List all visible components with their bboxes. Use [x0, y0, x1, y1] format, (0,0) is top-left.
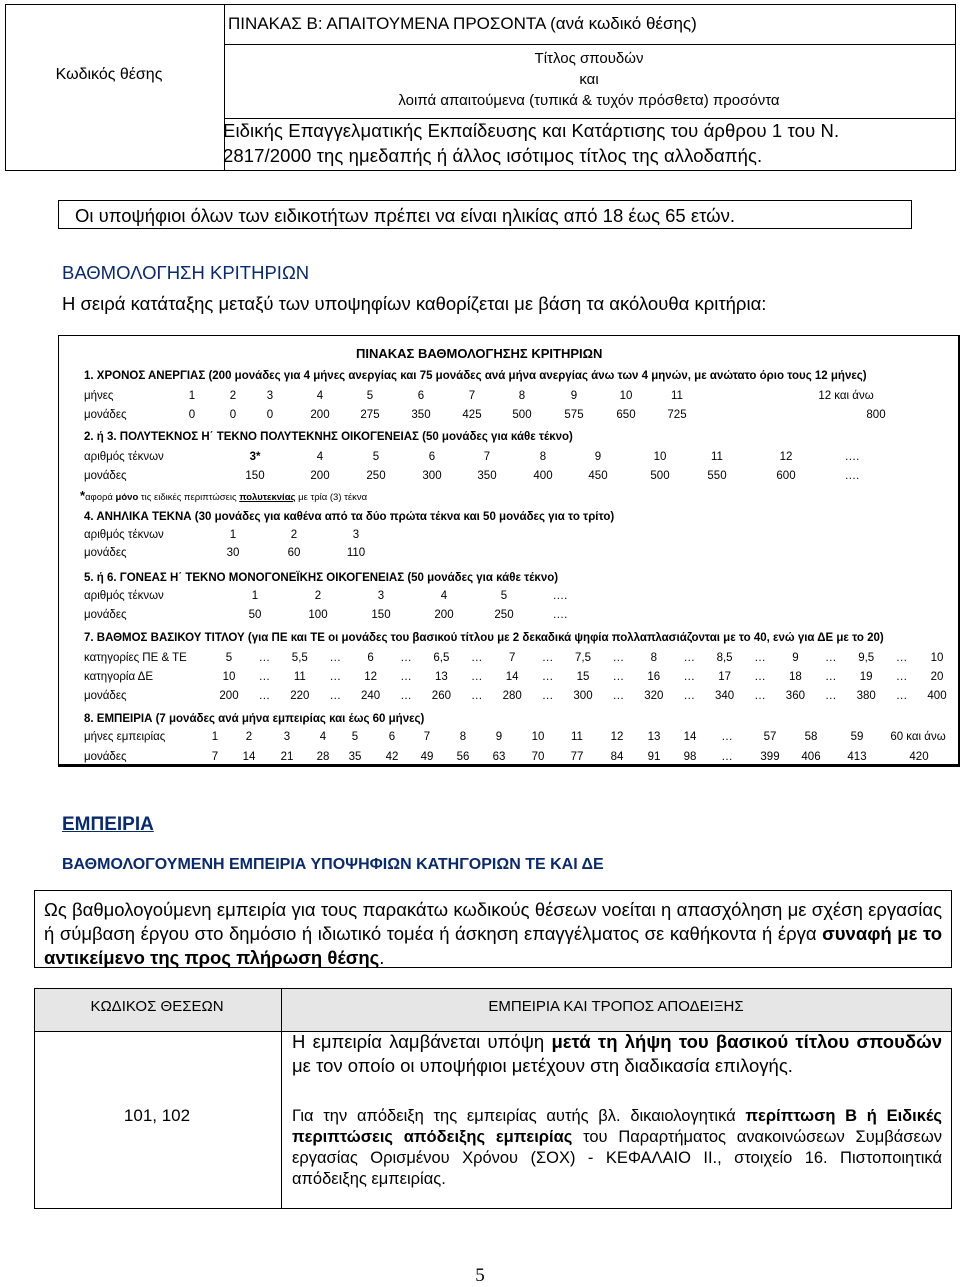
criterion-1-title: 1. ΧΡΟΝΟΣ ΑΝΕΡΓΙΑΣ (200 μονάδες για 4 μήνες ανεργίας και 75 μονάδες ανά μήνα ανεργίας άνω των 4 μηνών, με ανώτατο όριο τους 12 μήνες) — [84, 370, 867, 382]
score-cell: 84 — [610, 751, 624, 763]
age-note: Οι υποψήφιοι όλων των ειδικοτήτων πρέπει να είναι ηλικίας από 18 έως 65 ετών. — [58, 200, 912, 229]
score-cell: 42 — [385, 751, 399, 763]
score-cell: … — [541, 690, 554, 702]
experience-heading: ΕΜΠΕΙΡΙΑ — [62, 814, 154, 835]
score-cell: 13 — [434, 671, 448, 683]
score-cell: 200 — [434, 609, 454, 621]
score-cell: … — [400, 671, 412, 683]
score-cell: 300 — [573, 690, 593, 702]
score-cell: 7 — [211, 751, 219, 763]
score-cell: 550 — [707, 470, 727, 482]
score-cell: 3 — [352, 529, 360, 541]
score-cell: 14 — [242, 751, 256, 763]
score-cell: … — [400, 652, 412, 664]
score-cell: 5 — [351, 731, 359, 743]
score-cell: 8 — [650, 652, 657, 664]
score-cell: 400 — [533, 470, 553, 482]
score-cell: 10 — [619, 390, 633, 402]
score-cell: 100 — [308, 609, 328, 621]
score-cell: 275 — [360, 409, 380, 421]
score-cell: 14 — [683, 731, 697, 743]
score-cell: 7 — [508, 652, 516, 664]
score-cell: 11 — [571, 731, 583, 743]
score-cell: … — [400, 690, 412, 702]
score-cell: 240 — [361, 690, 381, 702]
score-cell: 3* — [249, 451, 261, 463]
score-cell: 340 — [715, 690, 735, 702]
score-cell: 11 — [671, 390, 683, 402]
criterion-7-label-de: κατηγορία ΔΕ — [84, 671, 153, 683]
score-cell: … — [683, 652, 695, 664]
score-cell: … — [329, 671, 341, 683]
score-cell: 150 — [371, 609, 391, 621]
score-cell: 63 — [492, 751, 506, 763]
score-cell: … — [721, 751, 733, 763]
score-cell: 9 — [792, 652, 799, 664]
score-cell: 5,5 — [291, 652, 308, 664]
experience-proof-text: Για την απόδειξη της εμπειρίας αυτής βλ. δικαιολογητικά περίπτωση Β ή Ειδικές περιπτώσεις απόδειξης εμπειρίας του Παραρτήματος ανακοινώσεων Συμβάσεων εργασίας Ορισμένου Χρόνου (ΣΟΧ) - ΚΕΦΑΛΑΙΟ ΙΙ., στοιχείο 16. Πιστοποιητικά απόδειξης εμπειρίας. — [292, 1107, 942, 1188]
score-cell: 7,5 — [575, 652, 591, 664]
score-cell: 725 — [667, 409, 687, 421]
score-cell: 17 — [718, 671, 731, 683]
score-cell: 30 — [226, 547, 240, 559]
score-cell: 110 — [346, 547, 366, 559]
score-cell: 18 — [788, 671, 802, 683]
score-cell: 10 — [531, 731, 545, 743]
score-cell: 12 — [364, 671, 377, 683]
score-cell: 91 — [647, 751, 661, 763]
score-cell: 2 — [229, 390, 237, 402]
criterion-5-label-points: μονάδες — [84, 609, 127, 621]
score-cell: … — [683, 671, 695, 683]
score-cell: 406 — [801, 751, 821, 763]
score-cell: 13 — [647, 731, 661, 743]
score-cell: 12 και άνω — [818, 390, 874, 402]
scoring-title: ΠΙΝΑΚΑΣ ΒΑΘΜΟΛΟΓΗΣΗΣ ΚΡΙΤΗΡΙΩΝ — [356, 346, 603, 361]
score-cell: 300 — [422, 470, 442, 482]
score-cell: 9 — [594, 451, 602, 463]
score-cell: 200 — [310, 409, 330, 421]
score-cell: 16 — [647, 671, 661, 683]
score-cell: 1 — [229, 529, 237, 541]
criterion-2-label-children: αριθμός τέκνων — [84, 451, 164, 463]
score-cell: 200 — [310, 470, 330, 482]
score-cell: 8 — [459, 731, 467, 743]
qualifications-header: Τίτλος σπουδών και λοιπά απαιτούμενα (τυπικά & τυχόν πρόσθετα) προσόντα — [398, 50, 780, 109]
score-cell: … — [258, 671, 271, 683]
score-cell: 60 και άνω — [890, 731, 946, 743]
position-codes-value: 101, 102 — [123, 1106, 191, 1125]
table-b-title: ΠΙΝΑΚΑΣ Β: ΑΠΑΙΤΟΥΜΕΝΑ ΠΡΟΣΟΝΤΑ (ανά κωδικό θέσης) — [228, 14, 697, 33]
score-cell: 35 — [348, 751, 362, 763]
score-cell: 280 — [502, 690, 522, 702]
score-cell: 5 — [366, 390, 374, 402]
score-cell: 20 — [930, 671, 944, 683]
score-cell: 11 — [293, 671, 306, 683]
criteria-intro: Η σειρά κατάταξης μεταξύ των υποψηφίων καθορίζεται με βάση τα ακόλουθα κριτήρια: — [62, 293, 767, 314]
score-cell: 600 — [776, 470, 796, 482]
score-cell: 59 — [850, 731, 864, 743]
score-cell: 6 — [417, 390, 425, 402]
score-cell: 12 — [779, 451, 793, 463]
score-cell: 800 — [866, 409, 886, 421]
score-cell: 14 — [505, 671, 519, 683]
criterion-7-label-points: μονάδες — [84, 690, 127, 702]
score-cell: 575 — [564, 409, 584, 421]
score-cell: 360 — [785, 690, 805, 702]
score-cell: 1 — [211, 731, 219, 743]
score-cell: 425 — [462, 409, 482, 421]
criterion-5-title: 5. ή 6. ΓΟΝΕΑΣ Η΄ ΤΕΚΝΟ ΜΟΝΟΓΟΝΕΪΚΗΣ ΟΙΚΟΓΕΝΕΙΑΣ (50 μονάδες για κάθε τέκνο) — [84, 572, 559, 584]
score-cell: 500 — [512, 409, 532, 421]
score-cell: 5 — [500, 590, 508, 602]
score-cell: 4 — [316, 390, 324, 402]
score-cell: 450 — [588, 470, 608, 482]
position-code-header: Κωδικός θέσης — [55, 66, 163, 83]
score-cell: 50 — [248, 609, 262, 621]
score-cell: 399 — [760, 751, 780, 763]
score-cell: … — [754, 652, 766, 664]
score-cell: 57 — [763, 731, 777, 743]
score-cell: 413 — [847, 751, 867, 763]
criterion-2-label-points: μονάδες — [84, 470, 127, 482]
score-cell: … — [612, 690, 625, 702]
score-cell: 350 — [477, 470, 497, 482]
score-cell: … — [754, 690, 766, 702]
score-cell: 500 — [650, 470, 670, 482]
score-cell: 400 — [927, 690, 947, 702]
score-cell: 6 — [428, 451, 436, 463]
score-cell: … — [825, 652, 837, 664]
score-cell: 2 — [314, 590, 322, 602]
score-cell: 60 — [287, 547, 301, 559]
score-cell: … — [754, 671, 766, 683]
score-cell: … — [541, 652, 554, 664]
score-cell: 0 — [229, 409, 237, 421]
score-cell: 58 — [804, 731, 818, 743]
criterion-8-label-months: μήνες εμπειρίας — [84, 731, 166, 743]
score-cell: 1 — [188, 390, 196, 402]
score-cell: … — [258, 652, 271, 664]
score-cell: 9 — [570, 390, 578, 402]
score-cell: 7 — [483, 451, 491, 463]
criterion-2-note: *αφορά μόνο τις ειδικές περιπτώσεις πολυτεκνίας με τρία (3) τέκνα — [80, 488, 368, 503]
score-cell: 380 — [856, 690, 876, 702]
score-cell: 9,5 — [858, 652, 875, 664]
score-cell: 12 — [610, 731, 624, 743]
score-cell: 6,5 — [433, 652, 450, 664]
score-cell: 5 — [225, 652, 233, 664]
score-cell: … — [329, 652, 341, 664]
score-cell: 49 — [420, 751, 434, 763]
position-codes-header: ΚΩΔΙΚΟΣ ΘΕΣΕΩΝ — [90, 998, 224, 1015]
criterion-4-title: 4. ΑΝΗΛΙΚΑ ΤΕΚΝΑ (30 μονάδες για καθένα από τα δύο πρώτα τέκνα και 50 μονάδες για το τρίτο) — [84, 511, 615, 523]
score-cell: 3 — [266, 390, 274, 402]
score-cell: 8 — [518, 390, 526, 402]
score-cell: 150 — [245, 470, 265, 482]
score-cell: 6 — [388, 731, 396, 743]
score-cell: 28 — [316, 751, 330, 763]
experience-subheading: ΒΑΘΜΟΛΟΓΟΥΜΕΝΗ ΕΜΠΕΙΡΙΑ ΥΠΟΨΗΦΙΩΝ ΚΑΤΗΓΟΡΙΩΝ ΤΕ ΚΑΙ ΔΕ — [62, 856, 604, 873]
score-cell: 98 — [683, 751, 697, 763]
score-cell: 15 — [576, 671, 590, 683]
score-cell: … — [895, 652, 908, 664]
score-cell: 250 — [366, 470, 386, 482]
score-cell: 3 — [377, 590, 385, 602]
score-cell: 70 — [531, 751, 545, 763]
score-cell: 2 — [290, 529, 298, 541]
criterion-7-label-pe: κατηγορίες ΠΕ & ΤΕ — [84, 652, 187, 664]
score-cell: 4 — [440, 590, 448, 602]
score-cell: 4 — [319, 731, 327, 743]
score-cell: 250 — [494, 609, 514, 621]
criterion-2-title: 2. ή 3. ΠΟΛΥΤΕΚΝΟΣ Η΄ ΤΕΚΝΟ ΠΟΛΥΤΕΚΝΗΣ ΟΙΚΟΓΕΝΕΙΑΣ (50 μονάδες για κάθε τέκνο) — [84, 431, 573, 443]
score-cell: 0 — [266, 409, 274, 421]
score-cell: … — [471, 671, 483, 683]
score-cell: 56 — [456, 751, 470, 763]
score-cell: 8 — [539, 451, 547, 463]
score-cell: 8,5 — [716, 652, 733, 664]
score-cell: 5 — [372, 451, 380, 463]
experience-proof-header: ΕΜΠΕΙΡΙΑ ΚΑΙ ΤΡΟΠΟΣ ΑΠΟΔΕΙΞΗΣ — [488, 998, 744, 1015]
score-cell: … — [683, 690, 695, 702]
score-cell: … — [721, 731, 733, 743]
criterion-8-title: 8. ΕΜΠΕΙΡΙΑ (7 μονάδες ανά μήνα εμπειρίας και έως 60 μήνες) — [84, 713, 425, 725]
score-cell: 21 — [280, 751, 294, 763]
score-cell: … — [612, 652, 625, 664]
score-cell: 19 — [859, 671, 873, 683]
criterion-8-label-points: μονάδες — [84, 751, 127, 763]
criteria-heading: ΒΑΘΜΟΛΟΓΗΣΗ ΚΡΙΤΗΡΙΩΝ — [62, 262, 310, 283]
score-cell: 7 — [468, 390, 476, 402]
score-cell: 2 — [245, 731, 253, 743]
score-cell: 10 — [930, 652, 944, 664]
score-cell: 10 — [653, 451, 667, 463]
score-cell: …. — [552, 609, 568, 621]
criterion-1-label-months: μήνες — [84, 390, 114, 402]
score-cell: 220 — [290, 690, 310, 702]
score-cell: 9 — [495, 731, 503, 743]
criterion-1-label-points: μονάδες — [84, 409, 127, 421]
criterion-5-label-children: αριθμός τέκνων — [84, 590, 164, 602]
score-cell: 420 — [909, 751, 929, 763]
experience-intro-text: Ως βαθμολογούμενη εμπειρία για τους παρακάτω κωδικούς θέσεων νοείται η απασχόληση με σχέση εργασίας ή σύμβαση έργου στο δημόσιο ή ιδιωτικό τομέα ή άσκηση επαγγέλματος σε καθήκοντα ή έργα συναφή με το αντικείμενο της προς πλήρωση θέσης. — [44, 899, 942, 968]
score-cell: 7 — [423, 731, 431, 743]
score-cell: …. — [844, 451, 860, 463]
score-cell: 10 — [222, 671, 236, 683]
score-cell: 4 — [316, 451, 324, 463]
score-cell: 6 — [367, 652, 374, 664]
requirement-text: Ειδικής Επαγγελματικής Εκπαίδευσης και Κατάρτισης του άρθρου 1 του Ν. 2817/2000 της ημεδαπής ή άλλος ισότιμος τίτλος της αλλοδαπής. — [223, 120, 840, 166]
page-number: 5 — [475, 1265, 485, 1286]
score-cell: …. — [844, 470, 860, 482]
score-cell: 260 — [431, 690, 451, 702]
score-cell: 0 — [188, 409, 196, 421]
experience-condition-text: Η εμπειρία λαμβάνεται υπόψη μετά τη λήψη του βασικού τίτλου σπουδών με τον οποίο οι υποψήφιοι μετέχουν στη διαδικασία επιλογής. — [292, 1031, 942, 1076]
criterion-4-label-points: μονάδες — [84, 547, 127, 559]
score-cell: 77 — [570, 751, 584, 763]
score-cell: 200 — [219, 690, 239, 702]
score-cell: … — [825, 690, 837, 702]
score-cell: … — [258, 690, 271, 702]
score-cell: … — [895, 671, 908, 683]
criterion-7-title: 7. ΒΑΘΜΟΣ ΒΑΣΙΚΟΥ ΤΙΤΛΟΥ (για ΠΕ και ΤΕ οι μονάδες του βασικού τίτλου με 2 δεκαδικά ψηφία πολλαπλασιάζονται με το 40, ενώ για ΔΕ με το 20) — [84, 632, 884, 644]
score-cell: … — [471, 690, 483, 702]
score-cell: … — [471, 652, 483, 664]
score-cell: 320 — [644, 690, 664, 702]
score-cell: … — [895, 690, 908, 702]
score-cell: …. — [552, 590, 568, 602]
score-cell: 650 — [616, 409, 636, 421]
score-cell: … — [612, 671, 625, 683]
score-cell: … — [825, 671, 837, 683]
score-cell: 350 — [411, 409, 431, 421]
score-cell: 11 — [711, 451, 723, 463]
score-cell: … — [329, 690, 341, 702]
score-cell: 1 — [251, 590, 259, 602]
score-cell: … — [541, 671, 554, 683]
criterion-4-label-children: αριθμός τέκνων — [84, 529, 164, 541]
score-cell: 3 — [283, 731, 291, 743]
